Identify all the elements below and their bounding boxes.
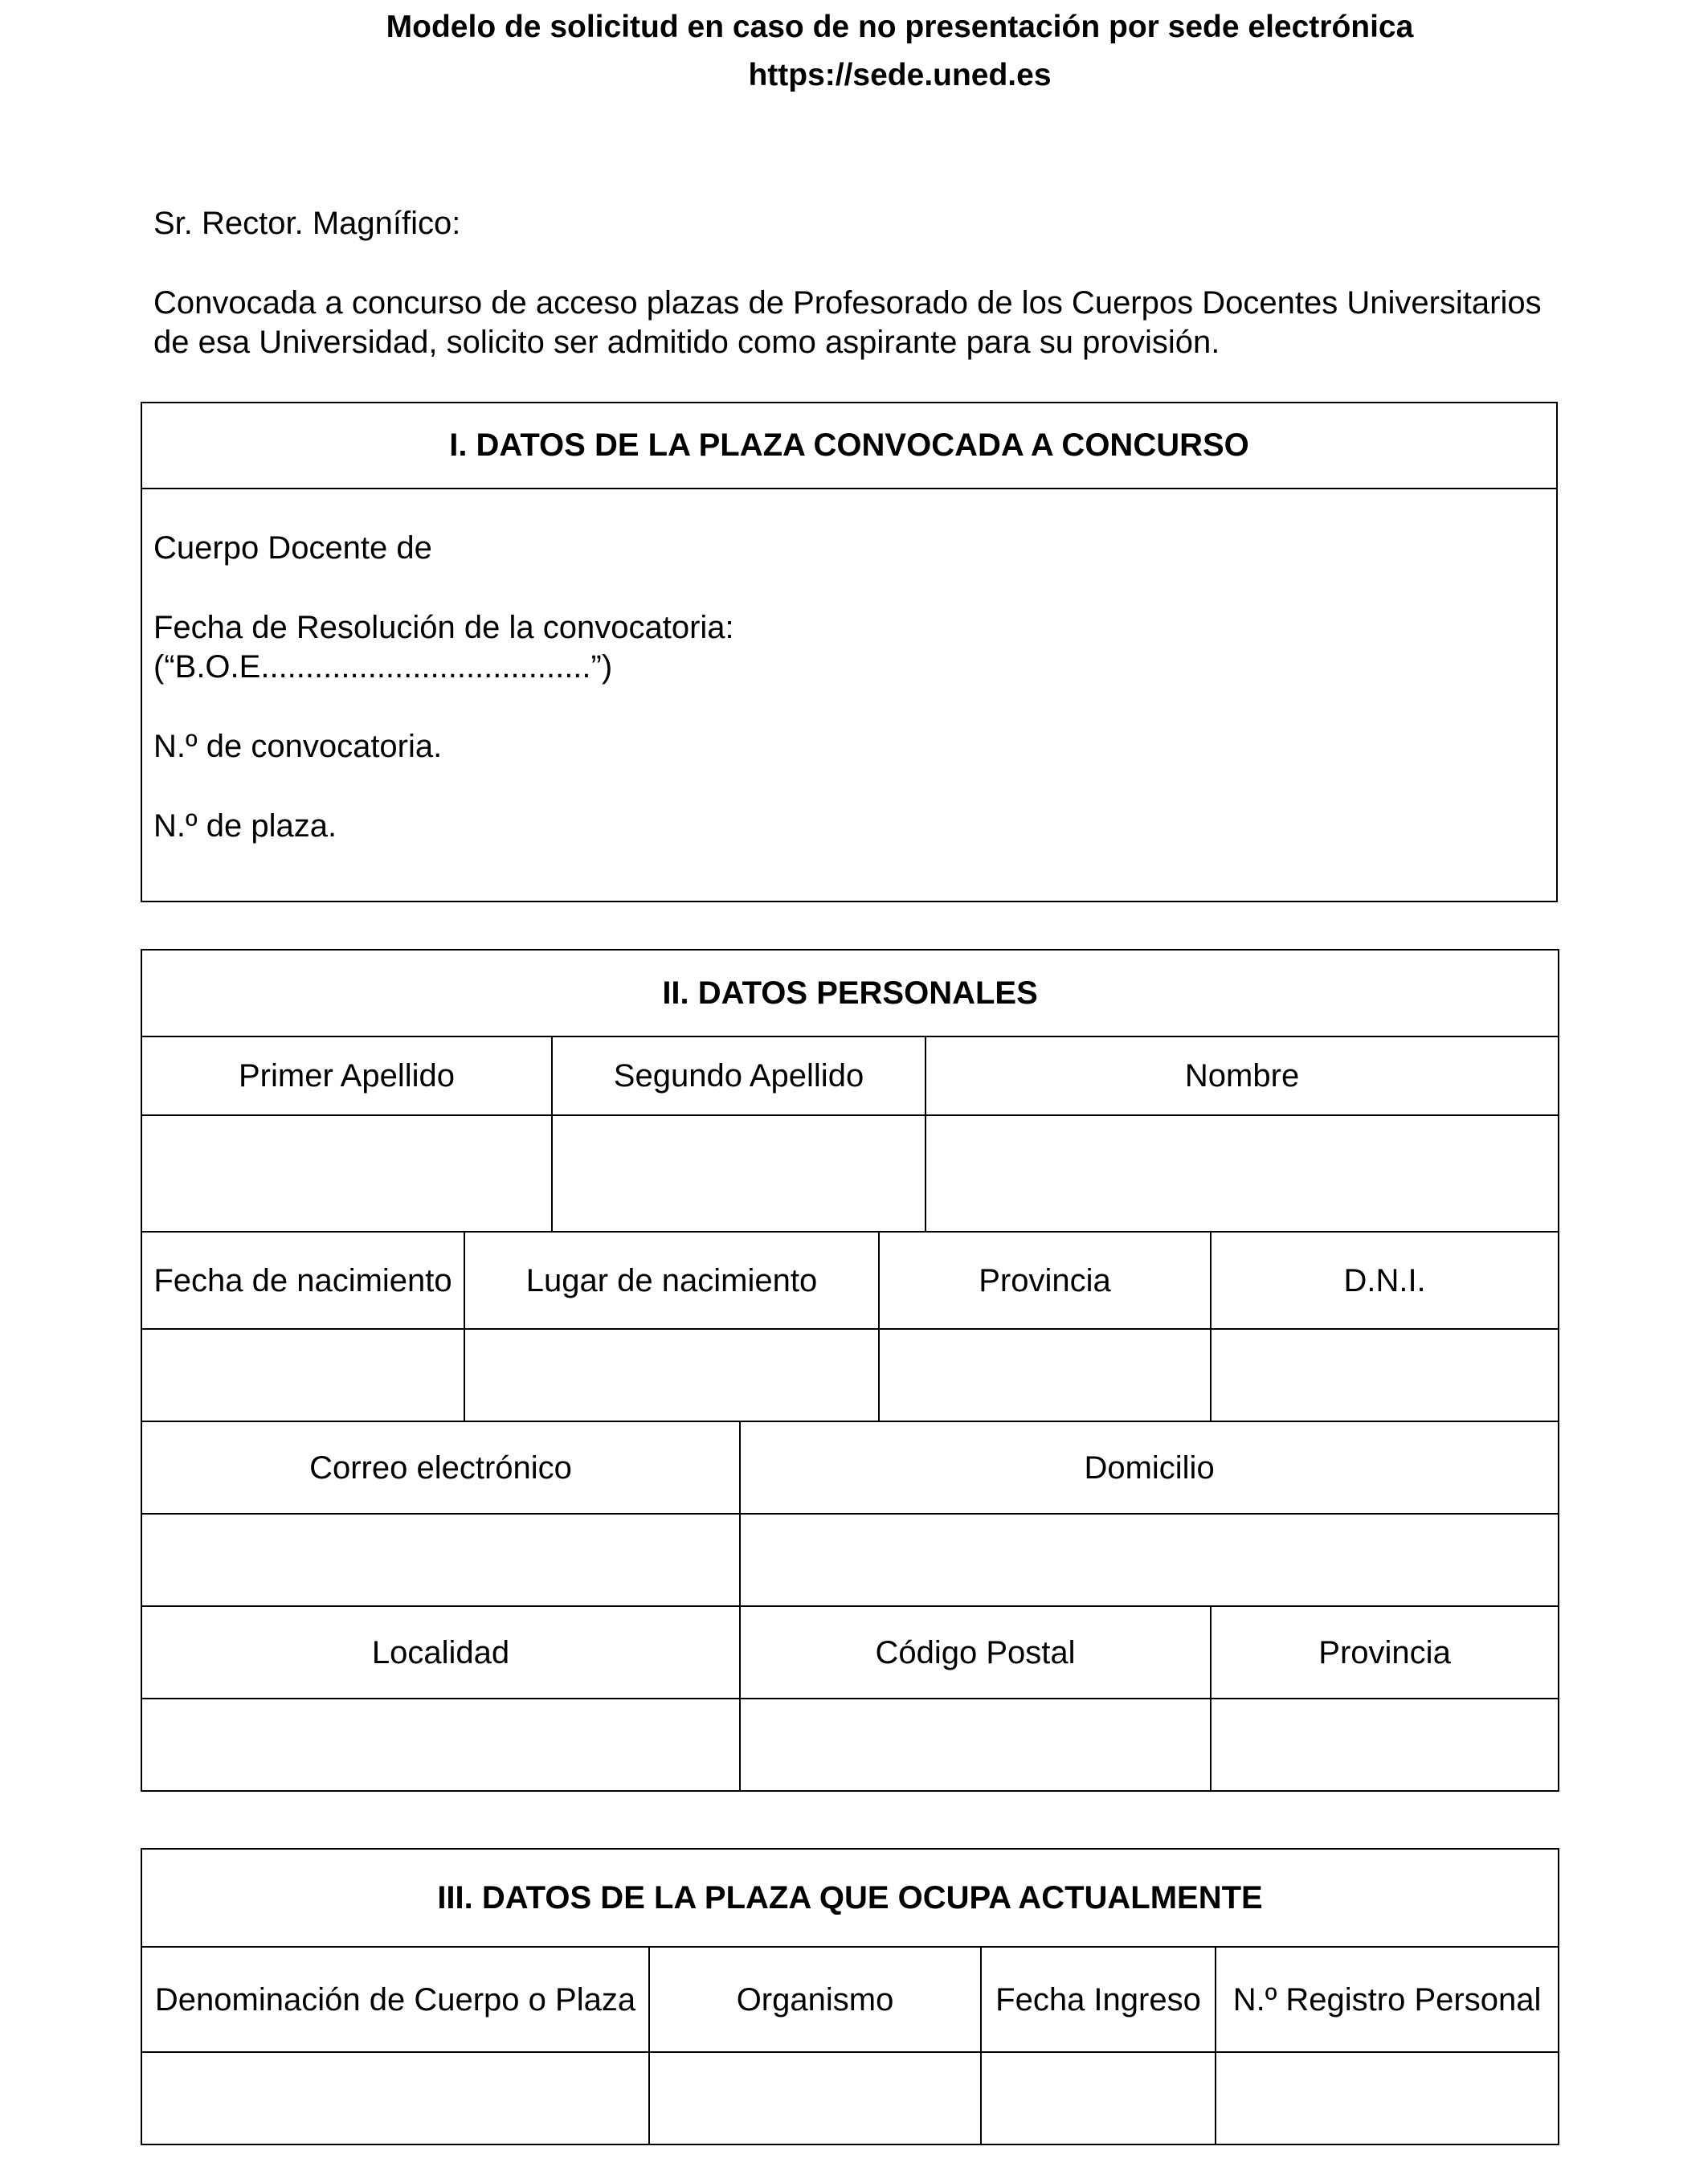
denominacion-cuerpo-label: Denominación de Cuerpo o Plaza [141, 1947, 649, 2052]
organismo-field[interactable] [649, 2052, 981, 2144]
fecha-nacimiento-field[interactable] [141, 1329, 464, 1421]
section-plaza-actual [141, 1848, 1559, 2145]
registro-personal-field[interactable] [1216, 2052, 1559, 2144]
section-plaza-convocada [141, 402, 1558, 902]
domicilio-label: Domicilio [740, 1421, 1559, 1514]
provincia-nacimiento-field[interactable] [879, 1329, 1211, 1421]
intro-line-2: de esa Universidad, solicito ser admitido como aspirante para su provisión. [153, 325, 1220, 360]
dni-field[interactable] [1211, 1329, 1559, 1421]
codigo-postal-label: Código Postal [740, 1606, 1211, 1699]
nombre-field[interactable] [926, 1115, 1559, 1232]
header-title: Modelo de solicitud en caso de no presentación por sede electrónica [386, 10, 1414, 44]
provincia-domicilio-label: Provincia [1211, 1606, 1559, 1699]
domicilio-field[interactable] [740, 1514, 1559, 1606]
lugar-nacimiento-label: Lugar de nacimiento [464, 1232, 879, 1329]
provincia-domicilio-field[interactable] [1211, 1699, 1559, 1791]
numero-plaza-label: N.º de plaza. [153, 808, 337, 844]
intro-line-1: Convocada a concurso de acceso plazas de Profesorado de los Cuerpos Docentes Universitarios [153, 285, 1542, 321]
correo-electronico-field[interactable] [141, 1514, 740, 1606]
fecha-nacimiento-label: Fecha de nacimiento [141, 1232, 464, 1329]
localidad-field[interactable] [141, 1699, 740, 1791]
section-1-title: I. DATOS DE LA PLAZA CONVOCADA A CONCURSO [142, 403, 1556, 489]
lugar-nacimiento-field[interactable] [464, 1329, 879, 1421]
fecha-ingreso-label: Fecha Ingreso [981, 1947, 1216, 2052]
section-datos-personales [141, 949, 1559, 1792]
segundo-apellido-field[interactable] [552, 1115, 926, 1232]
denominacion-cuerpo-field[interactable] [141, 2052, 649, 2144]
organismo-label: Organismo [649, 1947, 981, 2052]
codigo-postal-field[interactable] [740, 1699, 1211, 1791]
provincia-nacimiento-label: Provincia [879, 1232, 1211, 1329]
boe-field: (“B.O.E.....................................”) [153, 649, 613, 685]
section-2-title: II. DATOS PERSONALES [141, 950, 1559, 1036]
registro-personal-label: N.º Registro Personal [1216, 1947, 1559, 2052]
correo-electronico-label: Correo electrónico [141, 1421, 740, 1514]
fecha-resolucion-label: Fecha de Resolución de la convocatoria: [153, 610, 734, 645]
salutation: Sr. Rector. Magnífico: [153, 206, 461, 241]
section-3-title: III. DATOS DE LA PLAZA QUE OCUPA ACTUALMENTE [141, 1849, 1559, 1947]
nombre-label: Nombre [926, 1036, 1559, 1115]
primer-apellido-field[interactable] [141, 1115, 552, 1232]
header-url: https://sede.uned.es [748, 58, 1052, 92]
fecha-ingreso-field[interactable] [981, 2052, 1216, 2144]
dni-label: D.N.I. [1211, 1232, 1559, 1329]
primer-apellido-label: Primer Apellido [141, 1036, 552, 1115]
numero-convocatoria-label: N.º de convocatoria. [153, 729, 443, 764]
cuerpo-docente-label: Cuerpo Docente de [153, 530, 432, 566]
segundo-apellido-label: Segundo Apellido [552, 1036, 926, 1115]
document-header [0, 3, 1708, 100]
localidad-label: Localidad [141, 1606, 740, 1699]
